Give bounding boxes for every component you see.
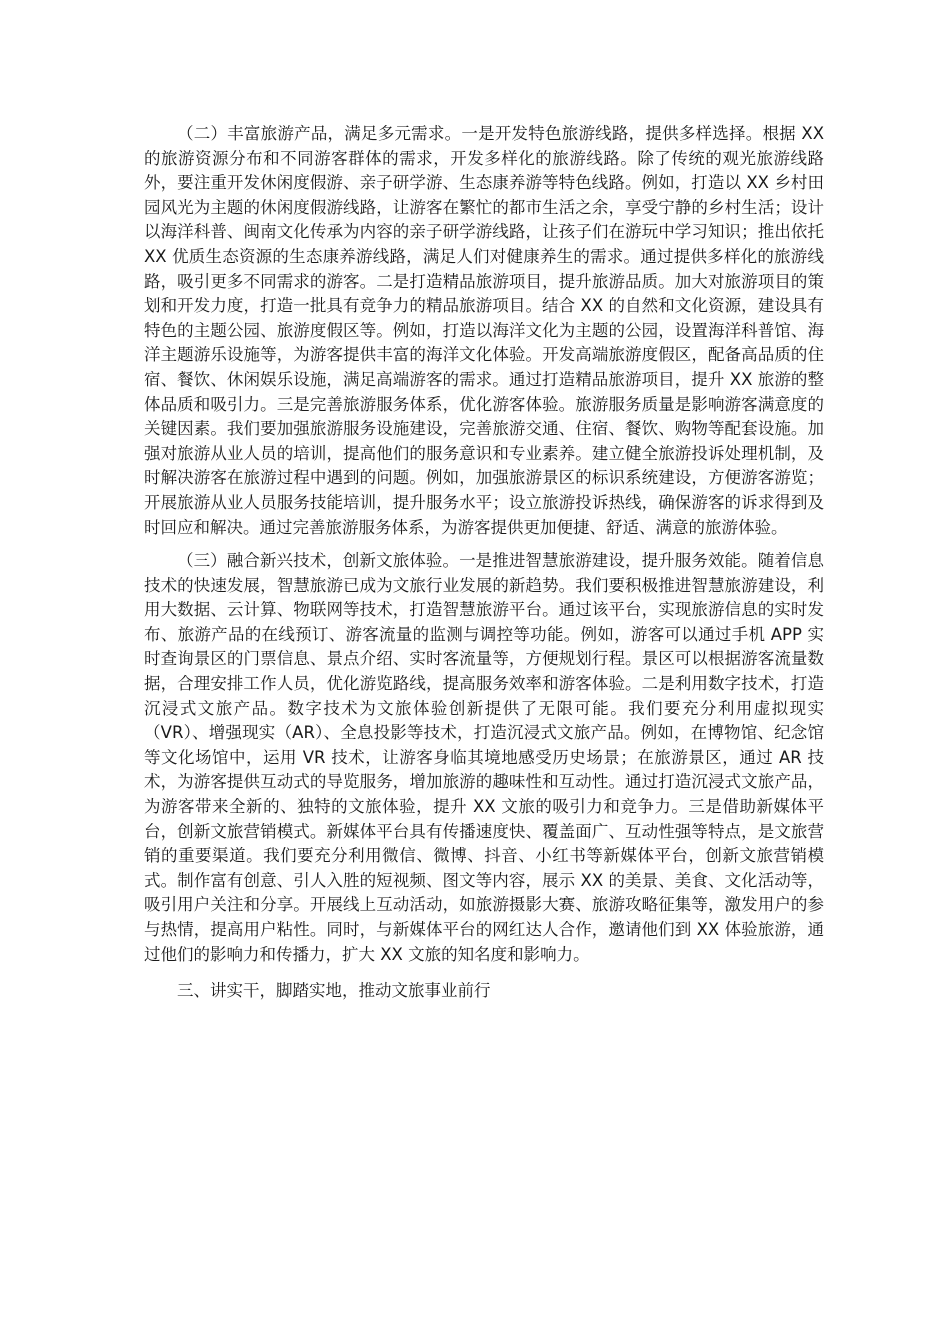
section-heading: 三、讲实干，脚踏实地，推动文旅事业前行 [177,981,491,1001]
paragraph-tourism-products: （二）丰富旅游产品，满足多元需求。一是开发特色旅游线路，提供多样选择。根据 XX 的旅游资源分布和不同游客群体的需求，开发多样化的旅游线路。除了传统的观光旅游线路外，要注重开发休闲度假游、亲子研学游、生态康养游等特色线路。例如，打造以 XX 乡村田园风光为主题的休闲度假游线路，让游客在繁忙的都市生活之余，享受宁静的乡村生活；设计以海洋科普、闽南文化传承为内容的亲子研学游线路，让孩子们在游玩中学习知识；推出依托 XX 优质生态资源的生态康养游线路，满足人们对健康养生的需求。通过提供多样化的旅游线路，吸引更多不同需求的游客。二是打造精品旅游项目，提升旅游品质。加大对旅游项目的策划和开发力度，打造一批具有竞争力的精品旅游项目。结合 XX 的自然和文化资源，建设具有特色的主题公园、旅游度假区等。例如，打造以海洋文化为主题的公园，设置海洋科普馆、海洋主题游乐设施等，为游客提供丰富的海洋文化体验。开发高端旅游度假区，配备高品质的住宿、餐饮、休闲娱乐设施，满足高端游客的需求。通过打造精品旅游项目，提升 XX 旅游的整体品质和吸引力。三是完善旅游服务体系，优化游客体验。旅游服务质量是影响游客满意度的关键因素。我们要加强旅游服务设施建设，完善旅游交通、住宿、餐饮、购物等配套设施。加强对旅游从业人员的培训，提高他们的服务意识和专业素养。建立健全旅游投诉处理机制，及时解决游客在旅游过程中遇到的问题。例如，加强旅游景区的标识系统建设，方便游客游览；开展旅游从业人员服务技能培训，提升服务水平；设立旅游投诉热线，确保游客的诉求得到及时回应和解决。通过完善旅游服务体系，为游客提供更加便捷、舒适、满意的旅游体验。 [144,124,824,537]
document-page [144,122,824,1004]
paragraph-new-technology: （三）融合新兴技术，创新文旅体验。一是推进智慧旅游建设，提升服务效能。随着信息技术的快速发展，智慧旅游已成为文旅行业发展的新趋势。我们要积极推进智慧旅游建设，利用大数据、云计算、物联网等技术，打造智慧旅游平台。通过该平台，实现旅游信息的实时发布、旅游产品的在线预订、游客流量的监测与调控等功能。例如，游客可以通过手机 APP 实时查询景区的门票信息、景点介绍、实时客流量等，方便规划行程。景区可以根据游客流量数据，合理安排工作人员，优化游览路线，提高服务效率和游客体验。二是利用数字技术，打造沉浸式文旅产品。数字技术为文旅体验创新提供了无限可能。我们要充分利用虚拟现实（VR）、增强现实（AR）、全息投影等技术，打造沉浸式文旅产品。例如，在博物馆、纪念馆等文化场馆中，运用 VR 技术，让游客身临其境地感受历史场景；在旅游景区，通过 AR 技术，为游客提供互动式的导览服务，增加旅游的趣味性和互动性。通过打造沉浸式文旅产品，为游客带来全新的、独特的文旅体验，提升 XX 文旅的吸引力和竞争力。三是借助新媒体平台，创新文旅营销模式。新媒体平台具有传播速度快、覆盖面广、互动性强等特点，是文旅营销的重要渠道。我们要充分利用微信、微博、抖音、小红书等新媒体平台，创新文旅营销模式。制作富有创意、引人入胜的短视频、图文等内容，展示 XX 的美景、美食、文化活动等，吸引用户关注和分享。开展线上互动活动，如旅游摄影大赛、旅游攻略征集等，激发用户的参与热情，提高用户粘性。同时，与新媒体平台的网红达人合作，邀请他们到 XX 体验旅游，通过他们的影响力和传播力，扩大 XX 文旅的知名度和影响力。 [144,551,824,964]
